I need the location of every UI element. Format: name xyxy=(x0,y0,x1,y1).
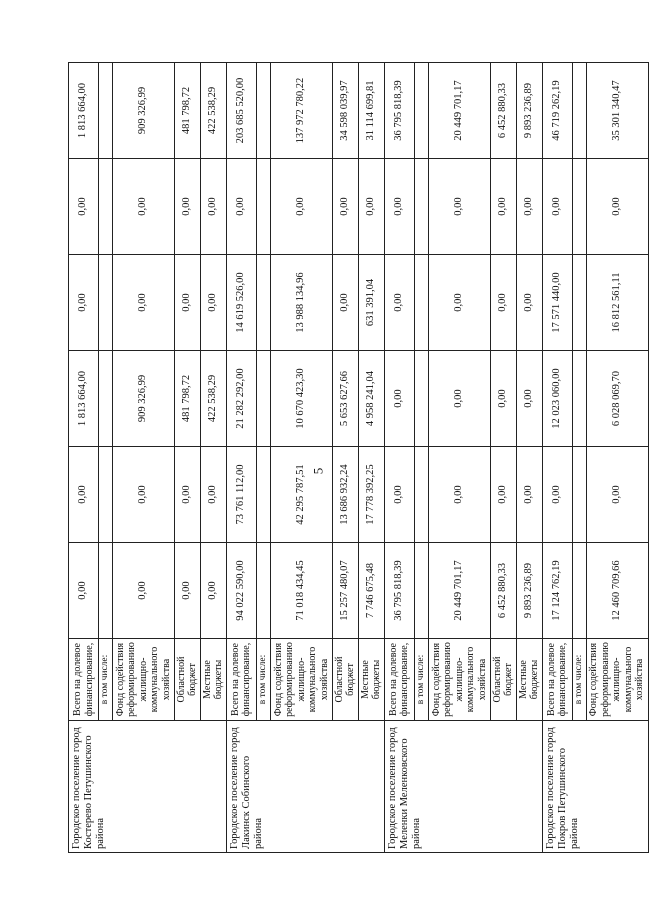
amount-cell xyxy=(414,447,428,543)
amount-cell: 0,00 xyxy=(226,159,256,255)
amount-cell: 71 018 434,45 xyxy=(270,543,332,639)
amount-cell: 0,00 xyxy=(516,255,542,351)
funding-source-label: Всего на долевое финансирование, xyxy=(542,639,572,721)
amount-cell: 4 958 241,04 xyxy=(358,351,384,447)
amount-cell xyxy=(99,63,113,159)
financing-table xyxy=(68,62,649,853)
amount-cell: 0,00 xyxy=(428,447,490,543)
amount-cell: 20 449 701,17 xyxy=(428,63,490,159)
amount-cell: 481 798,72 xyxy=(174,63,200,159)
territory-name: Городское поселение город Костерево Петушинского района xyxy=(69,721,227,853)
amount-cell: 481 798,72 xyxy=(174,351,200,447)
funding-source-label: Фонд содействия реформированию жилищно-коммунального хозяйства xyxy=(586,639,648,721)
amount-cell: 0,00 xyxy=(384,255,414,351)
funding-source-label: Всего на долевое финансирование, xyxy=(69,639,99,721)
amount-cell: 0,00 xyxy=(490,255,516,351)
amount-cell: 12 460 709,66 xyxy=(586,543,648,639)
amount-cell: 20 449 701,17 xyxy=(428,543,490,639)
amount-cell: 0,00 xyxy=(332,159,358,255)
amount-cell: 0,00 xyxy=(542,447,572,543)
amount-cell: 46 719 262,19 xyxy=(542,63,572,159)
territory-name: Городское поселение город Покров Петушинского района xyxy=(542,721,648,853)
funding-source-label: Областной бюджет xyxy=(332,639,358,721)
funding-source-label: Фонд содействия реформированию жилищно-коммунального хозяйства xyxy=(112,639,174,721)
amount-cell: 73 761 112,00 xyxy=(226,447,256,543)
amount-cell: 9 893 236,89 xyxy=(516,63,542,159)
amount-cell xyxy=(414,63,428,159)
amount-cell: 909 326,99 xyxy=(112,351,174,447)
amount-cell: 15 257 480,07 xyxy=(332,543,358,639)
amount-cell: 0,00 xyxy=(358,159,384,255)
amount-cell: 9 893 236,89 xyxy=(516,543,542,639)
amount-cell xyxy=(572,63,586,159)
amount-cell: 0,00 xyxy=(200,159,226,255)
amount-cell: 6 452 880,33 xyxy=(490,543,516,639)
amount-cell: 0,00 xyxy=(428,255,490,351)
amount-cell xyxy=(414,255,428,351)
amount-cell: 1 813 664,00 xyxy=(69,351,99,447)
amount-cell xyxy=(256,255,270,351)
amount-cell: 5 653 627,66 xyxy=(332,351,358,447)
amount-cell: 0,00 xyxy=(69,159,99,255)
amount-cell xyxy=(572,543,586,639)
amount-cell: 0,00 xyxy=(69,447,99,543)
funding-source-label: Всего на долевое финансирование, xyxy=(384,639,414,721)
amount-cell: 13 686 932,24 xyxy=(332,447,358,543)
amount-cell: 31 114 699,81 xyxy=(358,63,384,159)
amount-cell: 0,00 xyxy=(112,255,174,351)
amount-cell: 0,00 xyxy=(200,447,226,543)
amount-cell: 137 972 780,22 xyxy=(270,63,332,159)
amount-cell: 0,00 xyxy=(384,351,414,447)
amount-cell: 0,00 xyxy=(69,543,99,639)
amount-cell: 35 301 340,47 xyxy=(586,63,648,159)
amount-cell xyxy=(256,63,270,159)
amount-cell: 0,00 xyxy=(384,159,414,255)
funding-source-label: Фонд содействия реформированию жилищно-коммунального хозяйства xyxy=(270,639,332,721)
amount-cell: 0,00 xyxy=(174,255,200,351)
amount-cell: 0,00 xyxy=(200,255,226,351)
amount-cell: 0,00 xyxy=(516,159,542,255)
funding-source-label: в том числе: xyxy=(414,639,428,721)
amount-cell: 1 813 664,00 xyxy=(69,63,99,159)
funding-source-label: Местные бюджеты xyxy=(358,639,384,721)
amount-cell: 631 391,04 xyxy=(358,255,384,351)
amount-cell xyxy=(414,543,428,639)
amount-cell: 422 538,29 xyxy=(200,351,226,447)
amount-cell: 21 282 292,00 xyxy=(226,351,256,447)
amount-cell: 17 778 392,25 xyxy=(358,447,384,543)
amount-cell: 0,00 xyxy=(69,255,99,351)
amount-cell: 0,00 xyxy=(586,159,648,255)
amount-cell: 0,00 xyxy=(490,447,516,543)
amount-cell: 42 295 787,51 xyxy=(270,447,332,543)
amount-cell xyxy=(99,255,113,351)
amount-cell: 36 795 818,39 xyxy=(384,63,414,159)
page-number: 5 xyxy=(310,467,326,475)
amount-cell: 203 685 520,00 xyxy=(226,63,256,159)
funding-source-label: Фонд содействия реформированию жилищно-коммунального хозяйства xyxy=(428,639,490,721)
funding-source-label: в том числе: xyxy=(256,639,270,721)
amount-cell xyxy=(99,543,113,639)
amount-cell: 10 670 423,30 xyxy=(270,351,332,447)
amount-cell: 0,00 xyxy=(542,159,572,255)
amount-cell xyxy=(572,351,586,447)
amount-cell: 14 619 526,00 xyxy=(226,255,256,351)
amount-cell: 0,00 xyxy=(490,351,516,447)
amount-cell xyxy=(572,447,586,543)
amount-cell: 7 746 675,48 xyxy=(358,543,384,639)
amount-cell xyxy=(99,447,113,543)
table-row xyxy=(384,63,414,853)
amount-cell: 36 795 818,39 xyxy=(384,543,414,639)
amount-cell xyxy=(256,447,270,543)
amount-cell: 17 124 762,19 xyxy=(542,543,572,639)
amount-cell: 0,00 xyxy=(516,447,542,543)
amount-cell: 0,00 xyxy=(332,255,358,351)
funding-source-label: в том числе: xyxy=(572,639,586,721)
amount-cell: 0,00 xyxy=(112,543,174,639)
amount-cell: 0,00 xyxy=(490,159,516,255)
amount-cell: 422 538,29 xyxy=(200,63,226,159)
amount-cell xyxy=(572,255,586,351)
amount-cell: 17 571 440,00 xyxy=(542,255,572,351)
amount-cell xyxy=(99,159,113,255)
amount-cell: 0,00 xyxy=(270,159,332,255)
table-body xyxy=(69,63,649,853)
territory-name: Городское поселение город Лакинск Собинского района xyxy=(226,721,384,853)
amount-cell: 13 988 134,96 xyxy=(270,255,332,351)
amount-cell: 16 812 561,11 xyxy=(586,255,648,351)
rotated-table-sheet xyxy=(68,63,646,853)
funding-source-label: Всего на долевое финансирование, xyxy=(226,639,256,721)
amount-cell xyxy=(414,351,428,447)
amount-cell xyxy=(256,159,270,255)
funding-source-label: Областной бюджет xyxy=(174,639,200,721)
funding-source-label: Областной бюджет xyxy=(490,639,516,721)
amount-cell: 0,00 xyxy=(174,447,200,543)
amount-cell xyxy=(99,351,113,447)
amount-cell: 0,00 xyxy=(112,159,174,255)
amount-cell: 0,00 xyxy=(200,543,226,639)
amount-cell xyxy=(256,351,270,447)
table-row xyxy=(226,63,256,853)
table-row xyxy=(69,63,99,853)
funding-source-label: в том числе: xyxy=(99,639,113,721)
amount-cell xyxy=(414,159,428,255)
amount-cell: 0,00 xyxy=(174,159,200,255)
amount-cell: 6 452 880,33 xyxy=(490,63,516,159)
table-row xyxy=(542,63,572,853)
funding-source-label: Местные бюджеты xyxy=(200,639,226,721)
territory-name: Городское поселение город Меленки Меленковского района xyxy=(384,721,542,853)
amount-cell xyxy=(256,543,270,639)
amount-cell: 0,00 xyxy=(112,447,174,543)
amount-cell: 0,00 xyxy=(428,159,490,255)
amount-cell: 12 023 060,00 xyxy=(542,351,572,447)
amount-cell: 0,00 xyxy=(174,543,200,639)
amount-cell: 0,00 xyxy=(384,447,414,543)
amount-cell: 94 022 590,00 xyxy=(226,543,256,639)
funding-source-label: Местные бюджеты xyxy=(516,639,542,721)
amount-cell: 0,00 xyxy=(516,351,542,447)
amount-cell: 6 028 069,70 xyxy=(586,351,648,447)
amount-cell: 34 598 039,97 xyxy=(332,63,358,159)
amount-cell: 909 326,99 xyxy=(112,63,174,159)
amount-cell xyxy=(572,159,586,255)
amount-cell: 0,00 xyxy=(428,351,490,447)
amount-cell: 0,00 xyxy=(586,447,648,543)
